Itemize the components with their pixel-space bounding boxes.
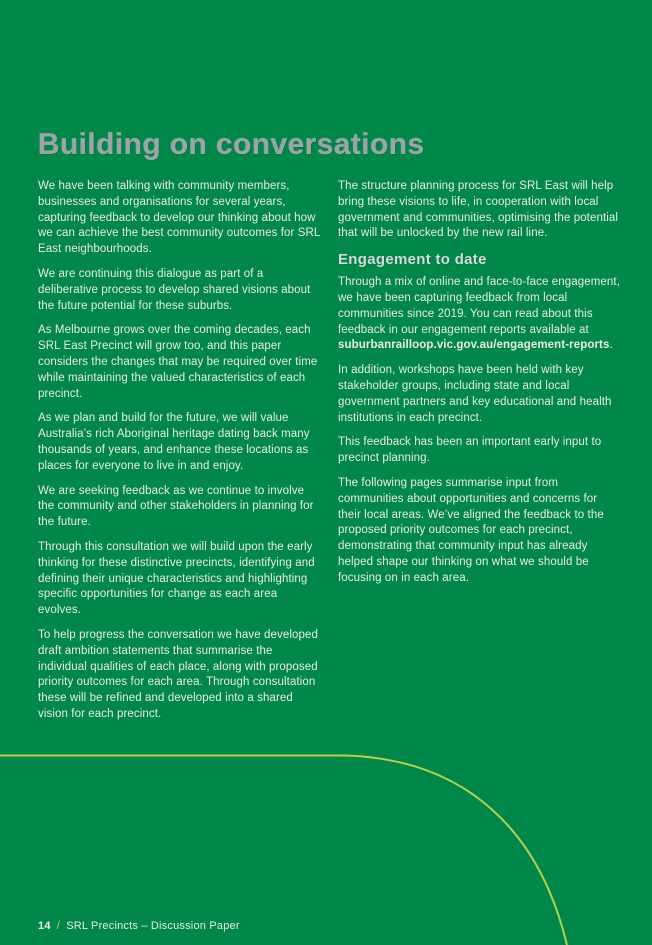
two-column-layout — [38, 179, 620, 732]
page-footer — [38, 918, 240, 932]
paragraph: This feedback has been an important early input to precinct planning. — [338, 436, 602, 465]
footer-separator: / — [56, 918, 61, 932]
paragraph: As Melbourne grows over the coming decades, each SRL East Precinct will grow too, and this paper considers the changes that may be required over time while maintaining the valued characteristics of each precinct. — [38, 324, 318, 400]
left-column — [38, 179, 321, 732]
right-column — [338, 179, 621, 732]
section-heading-engagement-to-date: Engagement to date — [338, 251, 487, 269]
right-column-body — [338, 275, 621, 586]
right-column-intro — [338, 179, 621, 242]
paragraph: Through this consultation we will build upon the early thinking for these distinctive precincts, identifying and defining their unique characteristics and highlighting specific opportunities for change as each area evolves. — [38, 540, 315, 617]
paragraph: We are continuing this dialogue as part of a deliberative process to develop shared visions about the future potential for these suburbs. — [38, 267, 311, 312]
paragraph: As we plan and build for the future, we will value Australia’s rich Aboriginal heritage dating back many thousands of years, and enhance these locations as places for everyone to live in and enjoy. — [38, 412, 310, 472]
engagement-reports-link[interactable]: suburbanrailloop.vic.gov.au/engagement-reports — [338, 339, 610, 352]
paragraph: In addition, workshops have been held with key stakeholder groups, including state and local government partners and key educational and health institutions in each precinct. — [338, 364, 612, 424]
paragraph: Through a mix of online and face-to-face engagement, we have been capturing feedback from local communities since 2019. You can read about this feedback in our engagement reports available at suburbanrailloop.vic.gov.au/engagement-reports. — [338, 276, 621, 352]
paragraph: To help progress the conversation we have developed draft ambition statements that summarise the individual qualities of each place, along with proposed priority outcomes for each area. Through consultation these will be refined and developed into a shared vision for each precinct. — [38, 628, 318, 720]
paragraph: The following pages summarise input from communities about opportunities and concerns for their local areas. We’ve aligned the feedback to the proposed priority outcomes for each precinct, demonstrating that community input has already helped shape our thinking on what we should be focusing on in each area. — [338, 476, 604, 584]
page-title: Building on conversations — [38, 128, 425, 161]
paragraph: We have been talking with community members, businesses and organisations for several years, capturing feedback to develop our thinking about how we can achieve the best community outcomes for SRL East neighbourhoods. — [38, 180, 320, 256]
paragraph: The structure planning process for SRL East will help bring these visions to life, in cooperation with local government and communities, optimising the potential that will be unlocked by the new rail line. — [338, 180, 619, 240]
paragraph: We are seeking feedback as we continue to involve the community and other stakeholders in planning for the future. — [38, 484, 314, 529]
page-number: 14 — [38, 920, 51, 932]
document-title: SRL Precincts – Discussion Paper — [66, 920, 240, 932]
